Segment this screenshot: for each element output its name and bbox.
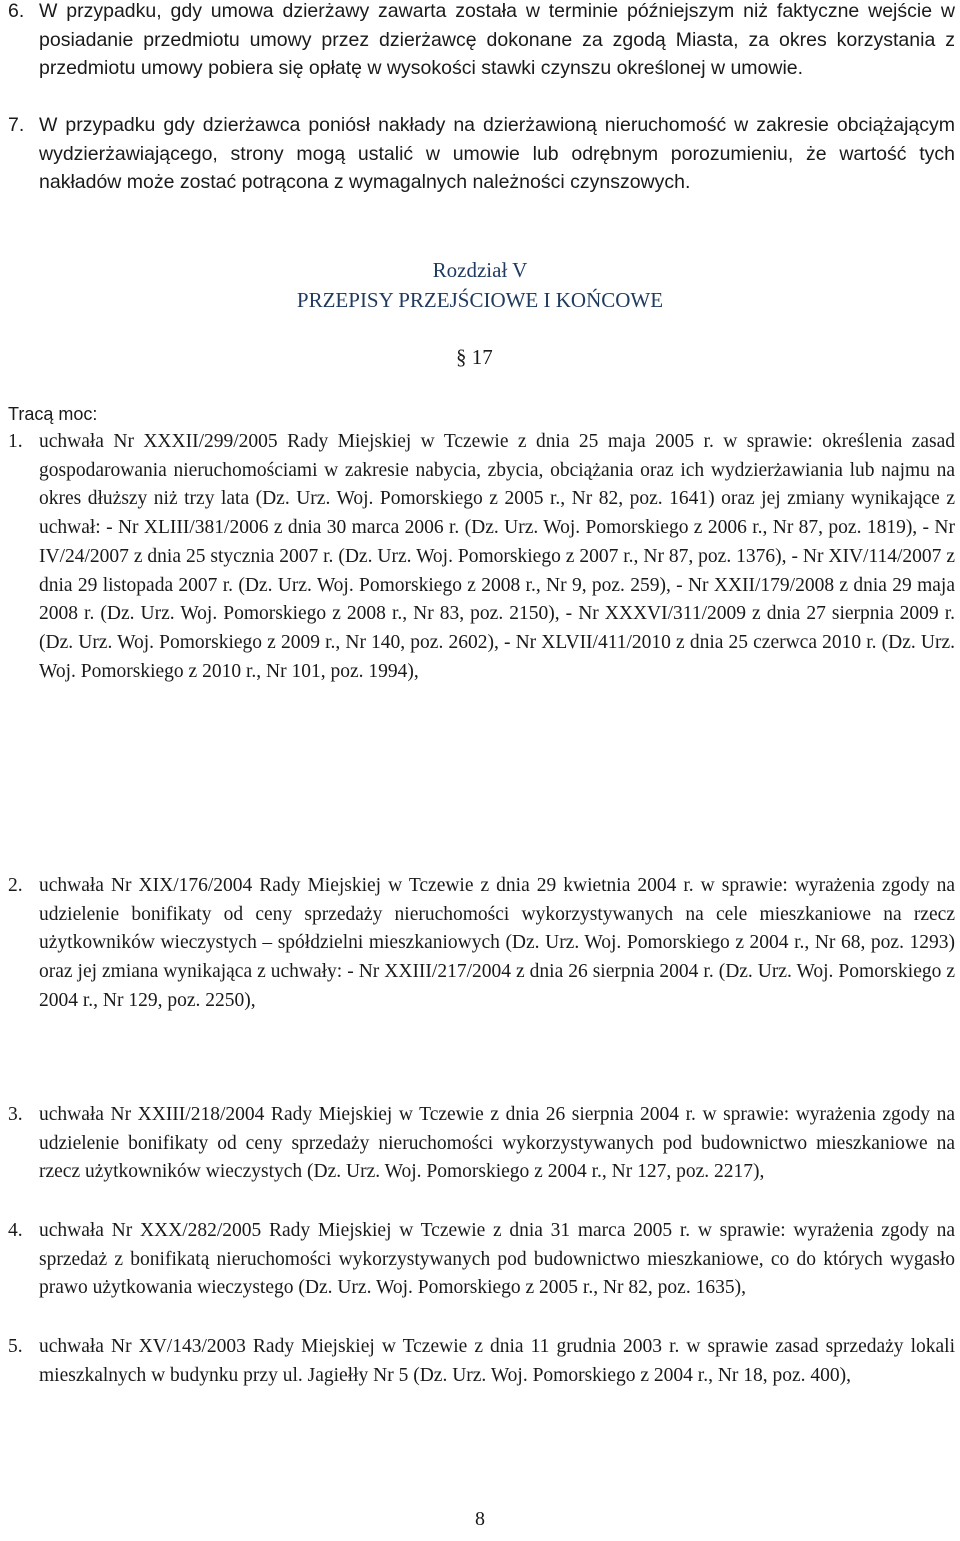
item-number: 3. [8,1104,23,1125]
item-number: 4. [8,1220,23,1241]
item-text: uchwała Nr XXIII/218/2004 Rady Miejskiej w Tczewie z dnia 26 sierpnia 2004 r. w sprawie: wyrażenia zgody na udzielenie bonifikaty od ceny sprzedaży nieruchomości wykorzystywanych pod budownictwo mieszkaniowe na rzecz użytkowników wieczystych (Dz. Urz. Woj. Pomorskiego z 2004 r., Nr 127, poz. 2217), [39,1104,955,1183]
page-number: 8 [475,1508,485,1530]
section-symbol: § [456,345,467,369]
item-number: 1. [8,431,23,452]
repealed-item-1 [8,428,955,686]
repealed-item-2 [8,872,955,1016]
paragraph-6 [8,0,955,83]
section-number: 17 [471,345,493,369]
paragraph-text: W przypadku, gdy umowa dzierżawy zawarta została w terminie późniejszym niż faktyczne wejście w posiadanie przedmiotu umowy przez dzierżawcę dokonane za zgodą Miasta, za okres korzystania z przedmiotu umowy pobiera się opłatę w wysokości stawki czynszu określonej w umowie. [39,0,955,80]
repeal-intro: Tracą moc: [8,404,98,424]
item-number: 5. [8,1336,23,1357]
paragraph-number: 6. [8,0,25,22]
repealed-item-3 [8,1101,955,1187]
paragraph-number: 7. [8,114,25,136]
chapter-number-title: Rozdział V [432,258,528,282]
paragraph-text: W przypadku gdy dzierżawca poniósł nakłady na dzierżawioną nieruchomość w zakresie obciążającym wydzierżawiającego, strony mogą ustalić w umowie lub odrębnym porozumieniu, że wartość tych nakładów może zostać potrącona z wymagalnych należności czynszowych. [39,114,955,194]
item-text: uchwała Nr XXXII/299/2005 Rady Miejskiej w Tczewie z dnia 25 maja 2005 r. w sprawie: określenia zasad gospodarowania nieruchomościami w zakresie nabycia, zbycia, obciążania oraz ich wydzierżawiania lub najmu na okres dłuższy niż trzy lata (Dz. Urz. Woj. Pomorskiego z 2005 r., Nr 82, poz. 1641) oraz jej zmiany wynikające z uchwał: - Nr XLIII/381/2006 z dnia 30 marca 2006 r. (Dz. Urz. Woj. Pomorskiego z 2006 r., Nr 87, poz. 1819), - Nr IV/24/2007 z dnia 25 stycznia 2007 r. (Dz. Urz. Woj. Pomorskiego z 2007 r., Nr 87, poz. 1376), - Nr XIV/114/2007 z dnia 29 listopada 2007 r. (Dz. Urz. Woj. Pomorskiego z 2008 r., Nr 9, poz. 259), - Nr XXII/179/2008 z dnia 29 maja 2008 r. (Dz. Urz. Woj. Pomorskiego z 2008 r., Nr 83, poz. 2150), - Nr XXXVI/311/2009 z dnia 27 sierpnia 2009 r. (Dz. Urz. Woj. Pomorskiego z 2009 r., Nr 140, poz. 2602), - Nr XLVII/411/2010 z dnia 25 czerwca 2010 r. (Dz. Urz. Woj. Pomorskiego z 2010 r., Nr 101, poz. 1994), [39,431,955,682]
item-number: 2. [8,875,23,896]
item-text: uchwała Nr XXX/282/2005 Rady Miejskiej w Tczewie z dnia 31 marca 2005 r. w sprawie: wyrażenia zgody na sprzedaż z bonifikatą nieruchomości wykorzystywanych pod budownictwo mieszkaniowe, co do których wygasło prawo użytkowania wieczystego (Dz. Urz. Woj. Pomorskiego z 2005 r., Nr 82, poz. 1635), [39,1220,955,1299]
repealed-item-5 [8,1333,955,1390]
item-text: uchwała Nr XIX/176/2004 Rady Miejskiej w Tczewie z dnia 29 kwietnia 2004 r. w sprawie: wyrażenia zgody na udzielenie bonifikaty od ceny sprzedaży nieruchomości wykorzystywanych na cele mieszkaniowe na rzecz użytkowników wieczystych – spółdzielni mieszkaniowych (Dz. Urz. Woj. Pomorskiego z 2004 r., Nr 68, poz. 1293) oraz jej zmiana wynikająca z uchwały: - Nr XXIII/217/2004 z dnia 26 sierpnia 2004 r. (Dz. Urz. Woj. Pomorskiego z 2004 r., Nr 129, poz. 2250), [39,875,955,1011]
item-text: uchwała Nr XV/143/2003 Rady Miejskiej w Tczewie z dnia 11 grudnia 2003 r. w sprawie zasad sprzedaży lokali mieszkalnych w budynku przy ul. Jagiełły Nr 5 (Dz. Urz. Woj. Pomorskiego z 2004 r., Nr 18, poz. 400), [39,1336,955,1386]
paragraph-7 [8,111,955,197]
section-marker [456,345,493,370]
repealed-item-4 [8,1217,955,1303]
chapter-title: PRZEPISY PRZEJŚCIOWE I KOŃCOWE [296,288,664,312]
